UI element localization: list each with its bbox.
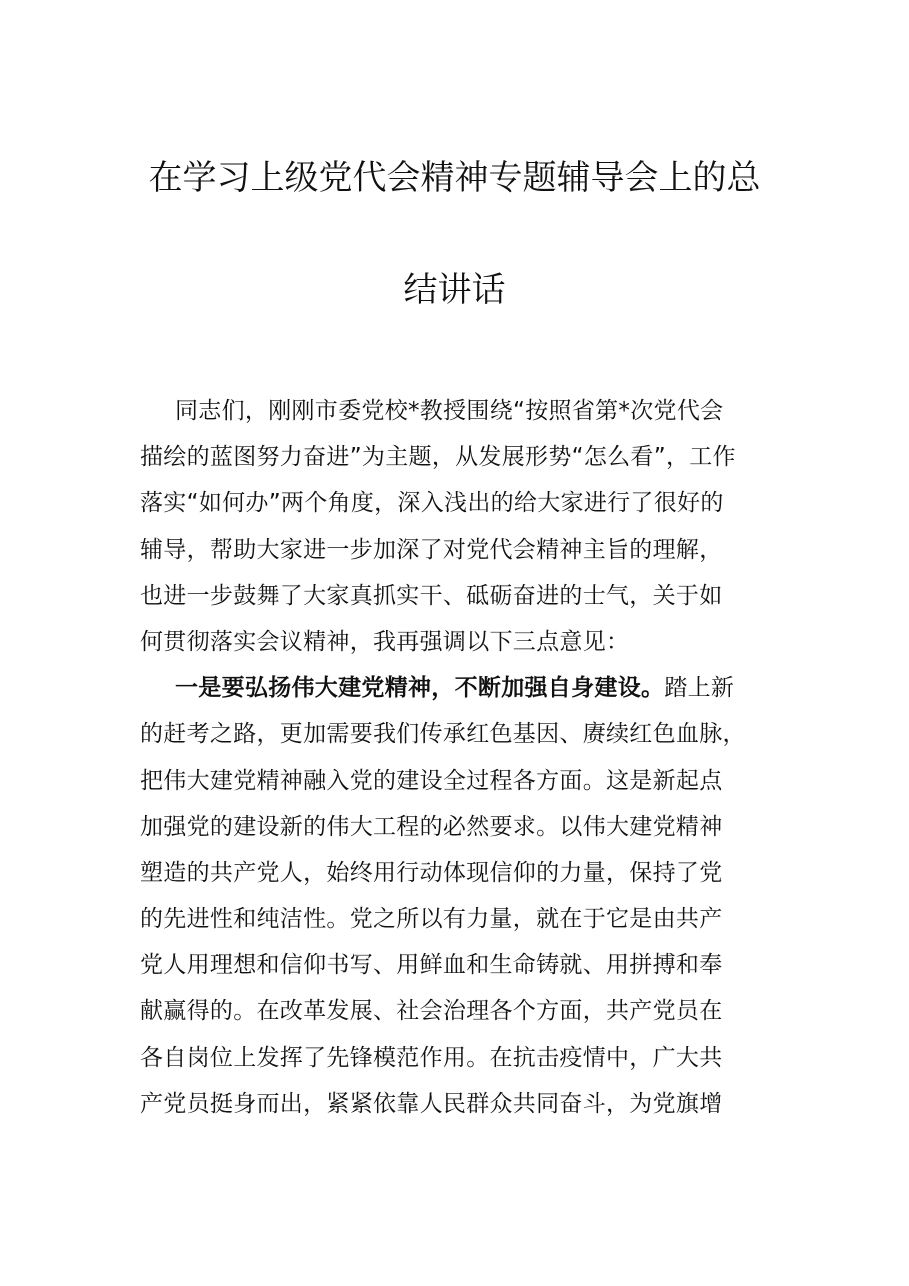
paragraph-1-line: 落实“如何办”两个角度，深入浅出的给大家进行了很好的 [140,490,724,517]
paragraph-2-first-rest: 踏上新 [664,675,735,702]
paragraph-2-line: 把伟大建党精神融入党的建设全过程各方面。这是新起点 [140,767,723,794]
paragraph-1-line: 同志们，刚刚市委党校*教授围绕“按照省第*次党代会 [175,398,724,424]
paragraph-2-line: 加强党的建设新的伟大工程的必然要求。以伟大建党精神 [140,813,723,840]
paragraph-2-lead-sentence: 一是要弘扬伟大建党精神，不断加强自身建设。 [175,675,665,702]
document-body [140,388,780,1127]
paragraph-1-line: 何贯彻落实会议精神，我再强调以下三点意见： [140,628,630,655]
paragraph-2-line: 塑造的共产党人，始终用行动体现信仰的力量，保持了党 [140,859,723,886]
document-title-line-1: 在学习上级党代会精神专题辅导会上的总 [148,158,761,198]
paragraph-1-line: 辅导，帮助大家进一步加深了对党代会精神主旨的理解， [140,536,723,563]
paragraph-2-line: 献赢得的。在改革发展、社会治理各个方面，共产党员在 [140,998,723,1025]
paragraph-1-line: 也进一步鼓舞了大家真抓实干、砥砺奋进的士气，关于如 [140,582,723,609]
paragraph-2-first-line [140,665,780,711]
paragraph-2-line: 的先进性和纯洁性。党之所以有力量，就在于它是由共产 [140,906,723,933]
paragraph-2-line: 各自岗位上发挥了先锋模范作用。在抗击疫情中，广大共 [140,1044,723,1071]
paragraph-2-line: 党人用理想和信仰书写、用鲜血和生命铸就、用拼搏和奉 [140,952,723,979]
document-title-line-2: 结讲话 [403,270,506,310]
paragraph-2-line: 的赶考之路，更加需要我们传承红色基因、赓续红色血脉， [140,721,746,748]
paragraph-2-line: 产党员挺身而出，紧紧依靠人民群众共同奋斗，为党旗增 [140,1090,723,1117]
paragraph-1-line: 描绘的蓝图努力奋进”为主题，从发展形势“怎么看”，工作 [140,444,736,471]
